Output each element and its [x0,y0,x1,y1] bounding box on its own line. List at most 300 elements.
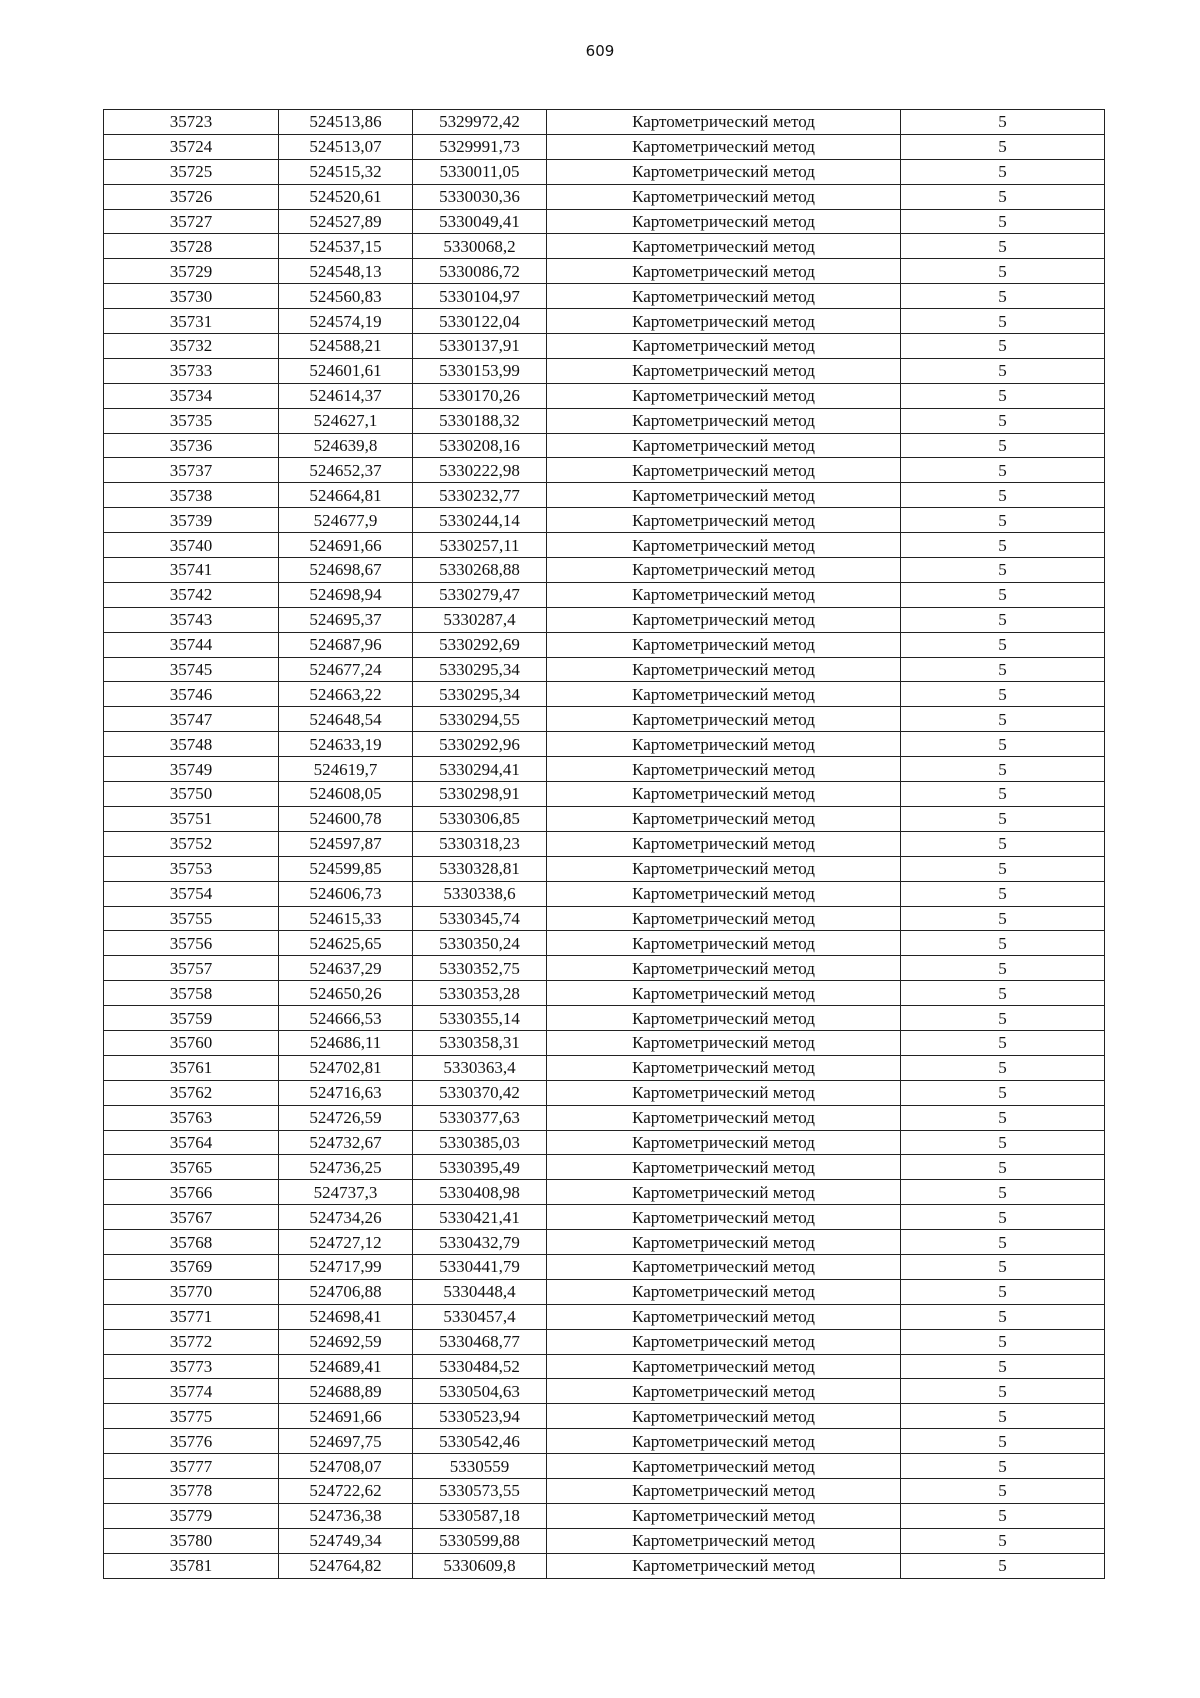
y-coordinate-cell: 5330287,4 [413,607,547,632]
point-number-cell: 35732 [104,334,279,359]
point-number-cell: 35739 [104,508,279,533]
table-row [104,1454,1105,1479]
table-row [104,483,1105,508]
y-coordinate-cell: 5330295,34 [413,657,547,682]
method-cell: Картометрический метод [547,1130,901,1155]
point-number-cell: 35745 [104,657,279,682]
point-number-cell: 35756 [104,931,279,956]
x-coordinate-cell: 524698,67 [279,558,413,583]
point-number-cell: 35744 [104,632,279,657]
y-coordinate-cell: 5330257,11 [413,533,547,558]
y-coordinate-cell: 5330352,75 [413,956,547,981]
point-number-cell: 35743 [104,607,279,632]
method-cell: Картометрический метод [547,533,901,558]
accuracy-cell: 5 [901,906,1105,931]
point-number-cell: 35758 [104,981,279,1006]
point-number-cell: 35774 [104,1379,279,1404]
method-cell: Картометрический метод [547,408,901,433]
y-coordinate-cell: 5330086,72 [413,259,547,284]
method-cell: Картометрический метод [547,931,901,956]
y-coordinate-cell: 5330306,85 [413,806,547,831]
x-coordinate-cell: 524600,78 [279,806,413,831]
point-number-cell: 35770 [104,1279,279,1304]
accuracy-cell: 5 [901,209,1105,234]
method-cell: Картометрический метод [547,1055,901,1080]
point-number-cell: 35746 [104,682,279,707]
point-number-cell: 35761 [104,1055,279,1080]
accuracy-cell: 5 [901,1528,1105,1553]
method-cell: Картометрический метод [547,682,901,707]
accuracy-cell: 5 [901,1230,1105,1255]
accuracy-cell: 5 [901,159,1105,184]
table-row [104,533,1105,558]
method-cell: Картометрический метод [547,831,901,856]
method-cell: Картометрический метод [547,1478,901,1503]
x-coordinate-cell: 524652,37 [279,458,413,483]
point-number-cell: 35777 [104,1454,279,1479]
y-coordinate-cell: 5330232,77 [413,483,547,508]
method-cell: Картометрический метод [547,284,901,309]
point-number-cell: 35737 [104,458,279,483]
x-coordinate-cell: 524601,61 [279,358,413,383]
x-coordinate-cell: 524648,54 [279,707,413,732]
accuracy-cell: 5 [901,831,1105,856]
y-coordinate-cell: 5330068,2 [413,234,547,259]
x-coordinate-cell: 524650,26 [279,981,413,1006]
x-coordinate-cell: 524574,19 [279,309,413,334]
y-coordinate-cell: 5330011,05 [413,159,547,184]
y-coordinate-cell: 5330244,14 [413,508,547,533]
method-cell: Картометрический метод [547,757,901,782]
point-number-cell: 35728 [104,234,279,259]
method-cell: Картометрический метод [547,458,901,483]
y-coordinate-cell: 5330385,03 [413,1130,547,1155]
accuracy-cell: 5 [901,1055,1105,1080]
point-number-cell: 35740 [104,533,279,558]
table-row [104,931,1105,956]
accuracy-cell: 5 [901,508,1105,533]
accuracy-cell: 5 [901,483,1105,508]
table-row [104,1155,1105,1180]
x-coordinate-cell: 524615,33 [279,906,413,931]
method-cell: Картометрический метод [547,1354,901,1379]
accuracy-cell: 5 [901,1329,1105,1354]
point-number-cell: 35767 [104,1205,279,1230]
coordinates-table-body [104,110,1105,1579]
point-number-cell: 35762 [104,1080,279,1105]
x-coordinate-cell: 524737,3 [279,1180,413,1205]
table-row [104,906,1105,931]
y-coordinate-cell: 5330358,31 [413,1030,547,1055]
accuracy-cell: 5 [901,1429,1105,1454]
table-row [104,981,1105,1006]
table-row [104,110,1105,135]
y-coordinate-cell: 5330353,28 [413,981,547,1006]
accuracy-cell: 5 [901,657,1105,682]
table-row [104,1329,1105,1354]
table-row [104,782,1105,807]
method-cell: Картометрический метод [547,1553,901,1578]
accuracy-cell: 5 [901,1080,1105,1105]
accuracy-cell: 5 [901,856,1105,881]
accuracy-cell: 5 [901,134,1105,159]
method-cell: Картометрический метод [547,209,901,234]
x-coordinate-cell: 524691,66 [279,1404,413,1429]
point-number-cell: 35733 [104,358,279,383]
y-coordinate-cell: 5330338,6 [413,881,547,906]
y-coordinate-cell: 5330355,14 [413,1006,547,1031]
y-coordinate-cell: 5330363,4 [413,1055,547,1080]
point-number-cell: 35778 [104,1478,279,1503]
accuracy-cell: 5 [901,582,1105,607]
method-cell: Картометрический метод [547,1105,901,1130]
table-row [104,1130,1105,1155]
x-coordinate-cell: 524736,25 [279,1155,413,1180]
method-cell: Картометрический метод [547,707,901,732]
table-row [104,309,1105,334]
table-row [104,558,1105,583]
method-cell: Картометрический метод [547,657,901,682]
y-coordinate-cell: 5330345,74 [413,906,547,931]
accuracy-cell: 5 [901,358,1105,383]
point-number-cell: 35779 [104,1503,279,1528]
method-cell: Картометрический метод [547,1006,901,1031]
table-row [104,508,1105,533]
y-coordinate-cell: 5330153,99 [413,358,547,383]
accuracy-cell: 5 [901,782,1105,807]
method-cell: Картометрический метод [547,1404,901,1429]
point-number-cell: 35723 [104,110,279,135]
y-coordinate-cell: 5330049,41 [413,209,547,234]
x-coordinate-cell: 524588,21 [279,334,413,359]
x-coordinate-cell: 524625,65 [279,931,413,956]
accuracy-cell: 5 [901,806,1105,831]
point-number-cell: 35780 [104,1528,279,1553]
method-cell: Картометрический метод [547,1180,901,1205]
y-coordinate-cell: 5330292,69 [413,632,547,657]
point-number-cell: 35729 [104,259,279,284]
accuracy-cell: 5 [901,1553,1105,1578]
method-cell: Картометрический метод [547,1155,901,1180]
point-number-cell: 35734 [104,383,279,408]
x-coordinate-cell: 524515,32 [279,159,413,184]
method-cell: Картометрический метод [547,981,901,1006]
table-row [104,1404,1105,1429]
accuracy-cell: 5 [901,707,1105,732]
accuracy-cell: 5 [901,1180,1105,1205]
method-cell: Картометрический метод [547,1030,901,1055]
x-coordinate-cell: 524520,61 [279,184,413,209]
table-row [104,284,1105,309]
accuracy-cell: 5 [901,607,1105,632]
y-coordinate-cell: 5330542,46 [413,1429,547,1454]
x-coordinate-cell: 524614,37 [279,383,413,408]
accuracy-cell: 5 [901,433,1105,458]
accuracy-cell: 5 [901,309,1105,334]
table-row [104,956,1105,981]
y-coordinate-cell: 5330468,77 [413,1329,547,1354]
method-cell: Картометрический метод [547,159,901,184]
x-coordinate-cell: 524706,88 [279,1279,413,1304]
y-coordinate-cell: 5330448,4 [413,1279,547,1304]
table-row [104,433,1105,458]
point-number-cell: 35771 [104,1304,279,1329]
table-row [104,1528,1105,1553]
table-row [104,806,1105,831]
x-coordinate-cell: 524686,11 [279,1030,413,1055]
y-coordinate-cell: 5330370,42 [413,1080,547,1105]
point-number-cell: 35766 [104,1180,279,1205]
table-row [104,1030,1105,1055]
accuracy-cell: 5 [901,184,1105,209]
table-row [104,458,1105,483]
point-number-cell: 35736 [104,433,279,458]
point-number-cell: 35765 [104,1155,279,1180]
point-number-cell: 35764 [104,1130,279,1155]
table-row [104,209,1105,234]
y-coordinate-cell: 5330295,34 [413,682,547,707]
accuracy-cell: 5 [901,1404,1105,1429]
table-row [104,358,1105,383]
accuracy-cell: 5 [901,1279,1105,1304]
y-coordinate-cell: 5330318,23 [413,831,547,856]
x-coordinate-cell: 524608,05 [279,782,413,807]
accuracy-cell: 5 [901,1503,1105,1528]
y-coordinate-cell: 5330599,88 [413,1528,547,1553]
y-coordinate-cell: 5330395,49 [413,1155,547,1180]
accuracy-cell: 5 [901,682,1105,707]
x-coordinate-cell: 524708,07 [279,1454,413,1479]
method-cell: Картометрический метод [547,1254,901,1279]
point-number-cell: 35755 [104,906,279,931]
accuracy-cell: 5 [901,458,1105,483]
x-coordinate-cell: 524677,9 [279,508,413,533]
y-coordinate-cell: 5329991,73 [413,134,547,159]
table-row [104,184,1105,209]
method-cell: Картометрический метод [547,1279,901,1304]
x-coordinate-cell: 524527,89 [279,209,413,234]
x-coordinate-cell: 524637,29 [279,956,413,981]
point-number-cell: 35768 [104,1230,279,1255]
point-number-cell: 35747 [104,707,279,732]
y-coordinate-cell: 5330298,91 [413,782,547,807]
method-cell: Картометрический метод [547,1329,901,1354]
point-number-cell: 35741 [104,558,279,583]
y-coordinate-cell: 5330208,16 [413,433,547,458]
x-coordinate-cell: 524687,96 [279,632,413,657]
x-coordinate-cell: 524513,07 [279,134,413,159]
table-row [104,234,1105,259]
point-number-cell: 35738 [104,483,279,508]
method-cell: Картометрический метод [547,1230,901,1255]
y-coordinate-cell: 5330170,26 [413,383,547,408]
point-number-cell: 35749 [104,757,279,782]
x-coordinate-cell: 524663,22 [279,682,413,707]
table-row [104,1055,1105,1080]
table-row [104,383,1105,408]
method-cell: Картометрический метод [547,1429,901,1454]
x-coordinate-cell: 524698,94 [279,582,413,607]
accuracy-cell: 5 [901,1454,1105,1479]
table-row [104,1080,1105,1105]
y-coordinate-cell: 5330377,63 [413,1105,547,1130]
point-number-cell: 35742 [104,582,279,607]
x-coordinate-cell: 524732,67 [279,1130,413,1155]
accuracy-cell: 5 [901,334,1105,359]
point-number-cell: 35781 [104,1553,279,1578]
point-number-cell: 35776 [104,1429,279,1454]
method-cell: Картометрический метод [547,582,901,607]
table-row [104,1304,1105,1329]
x-coordinate-cell: 524677,24 [279,657,413,682]
method-cell: Картометрический метод [547,234,901,259]
accuracy-cell: 5 [901,1354,1105,1379]
table-row [104,408,1105,433]
x-coordinate-cell: 524716,63 [279,1080,413,1105]
point-number-cell: 35750 [104,782,279,807]
method-cell: Картометрический метод [547,383,901,408]
x-coordinate-cell: 524689,41 [279,1354,413,1379]
x-coordinate-cell: 524692,59 [279,1329,413,1354]
y-coordinate-cell: 5330504,63 [413,1379,547,1404]
point-number-cell: 35731 [104,309,279,334]
coordinates-table [103,109,1105,1579]
accuracy-cell: 5 [901,1006,1105,1031]
table-row [104,1105,1105,1130]
method-cell: Картометрический метод [547,259,901,284]
table-row [104,582,1105,607]
method-cell: Картометрический метод [547,334,901,359]
y-coordinate-cell: 5330222,98 [413,458,547,483]
accuracy-cell: 5 [901,632,1105,657]
y-coordinate-cell: 5330350,24 [413,931,547,956]
y-coordinate-cell: 5330294,41 [413,757,547,782]
table-row [104,1230,1105,1255]
table-row [104,1279,1105,1304]
x-coordinate-cell: 524749,34 [279,1528,413,1553]
x-coordinate-cell: 524664,81 [279,483,413,508]
accuracy-cell: 5 [901,956,1105,981]
y-coordinate-cell: 5330328,81 [413,856,547,881]
x-coordinate-cell: 524691,66 [279,533,413,558]
x-coordinate-cell: 524688,89 [279,1379,413,1404]
x-coordinate-cell: 524639,8 [279,433,413,458]
accuracy-cell: 5 [901,881,1105,906]
x-coordinate-cell: 524717,99 [279,1254,413,1279]
y-coordinate-cell: 5330268,88 [413,558,547,583]
accuracy-cell: 5 [901,1130,1105,1155]
point-number-cell: 35763 [104,1105,279,1130]
table-row [104,1354,1105,1379]
x-coordinate-cell: 524764,82 [279,1553,413,1578]
x-coordinate-cell: 524513,86 [279,110,413,135]
y-coordinate-cell: 5330484,52 [413,1354,547,1379]
table-row [104,632,1105,657]
method-cell: Картометрический метод [547,806,901,831]
point-number-cell: 35759 [104,1006,279,1031]
accuracy-cell: 5 [901,1254,1105,1279]
table-row [104,1478,1105,1503]
point-number-cell: 35775 [104,1404,279,1429]
y-coordinate-cell: 5330573,55 [413,1478,547,1503]
accuracy-cell: 5 [901,1478,1105,1503]
accuracy-cell: 5 [901,1105,1105,1130]
method-cell: Картометрический метод [547,1503,901,1528]
y-coordinate-cell: 5329972,42 [413,110,547,135]
x-coordinate-cell: 524619,7 [279,757,413,782]
x-coordinate-cell: 524736,38 [279,1503,413,1528]
y-coordinate-cell: 5330294,55 [413,707,547,732]
table-row [104,657,1105,682]
accuracy-cell: 5 [901,1379,1105,1404]
page-number: 609 [585,42,615,60]
accuracy-cell: 5 [901,558,1105,583]
table-row [104,159,1105,184]
table-row [104,1006,1105,1031]
x-coordinate-cell: 524597,87 [279,831,413,856]
method-cell: Картометрический метод [547,558,901,583]
table-row [104,1503,1105,1528]
y-coordinate-cell: 5330188,32 [413,408,547,433]
method-cell: Картометрический метод [547,906,901,931]
table-row [104,607,1105,632]
table-row [104,682,1105,707]
accuracy-cell: 5 [901,1304,1105,1329]
y-coordinate-cell: 5330587,18 [413,1503,547,1528]
point-number-cell: 35725 [104,159,279,184]
method-cell: Картометрический метод [547,1080,901,1105]
method-cell: Картометрический метод [547,1304,901,1329]
point-number-cell: 35727 [104,209,279,234]
y-coordinate-cell: 5330457,4 [413,1304,547,1329]
method-cell: Картометрический метод [547,483,901,508]
method-cell: Картометрический метод [547,358,901,383]
table-row [104,757,1105,782]
y-coordinate-cell: 5330279,47 [413,582,547,607]
point-number-cell: 35751 [104,806,279,831]
table-row [104,1429,1105,1454]
y-coordinate-cell: 5330523,94 [413,1404,547,1429]
accuracy-cell: 5 [901,757,1105,782]
point-number-cell: 35730 [104,284,279,309]
x-coordinate-cell: 524726,59 [279,1105,413,1130]
method-cell: Картометрический метод [547,1454,901,1479]
table-row [104,259,1105,284]
accuracy-cell: 5 [901,931,1105,956]
y-coordinate-cell: 5330432,79 [413,1230,547,1255]
point-number-cell: 35753 [104,856,279,881]
point-number-cell: 35724 [104,134,279,159]
x-coordinate-cell: 524727,12 [279,1230,413,1255]
table-row [104,1205,1105,1230]
accuracy-cell: 5 [901,1205,1105,1230]
point-number-cell: 35752 [104,831,279,856]
point-number-cell: 35769 [104,1254,279,1279]
method-cell: Картометрический метод [547,632,901,657]
method-cell: Картометрический метод [547,856,901,881]
y-coordinate-cell: 5330408,98 [413,1180,547,1205]
y-coordinate-cell: 5330421,41 [413,1205,547,1230]
accuracy-cell: 5 [901,259,1105,284]
point-number-cell: 35760 [104,1030,279,1055]
point-number-cell: 35772 [104,1329,279,1354]
point-number-cell: 35757 [104,956,279,981]
table-row [104,732,1105,757]
accuracy-cell: 5 [901,1030,1105,1055]
x-coordinate-cell: 524698,41 [279,1304,413,1329]
table-row [104,707,1105,732]
x-coordinate-cell: 524702,81 [279,1055,413,1080]
